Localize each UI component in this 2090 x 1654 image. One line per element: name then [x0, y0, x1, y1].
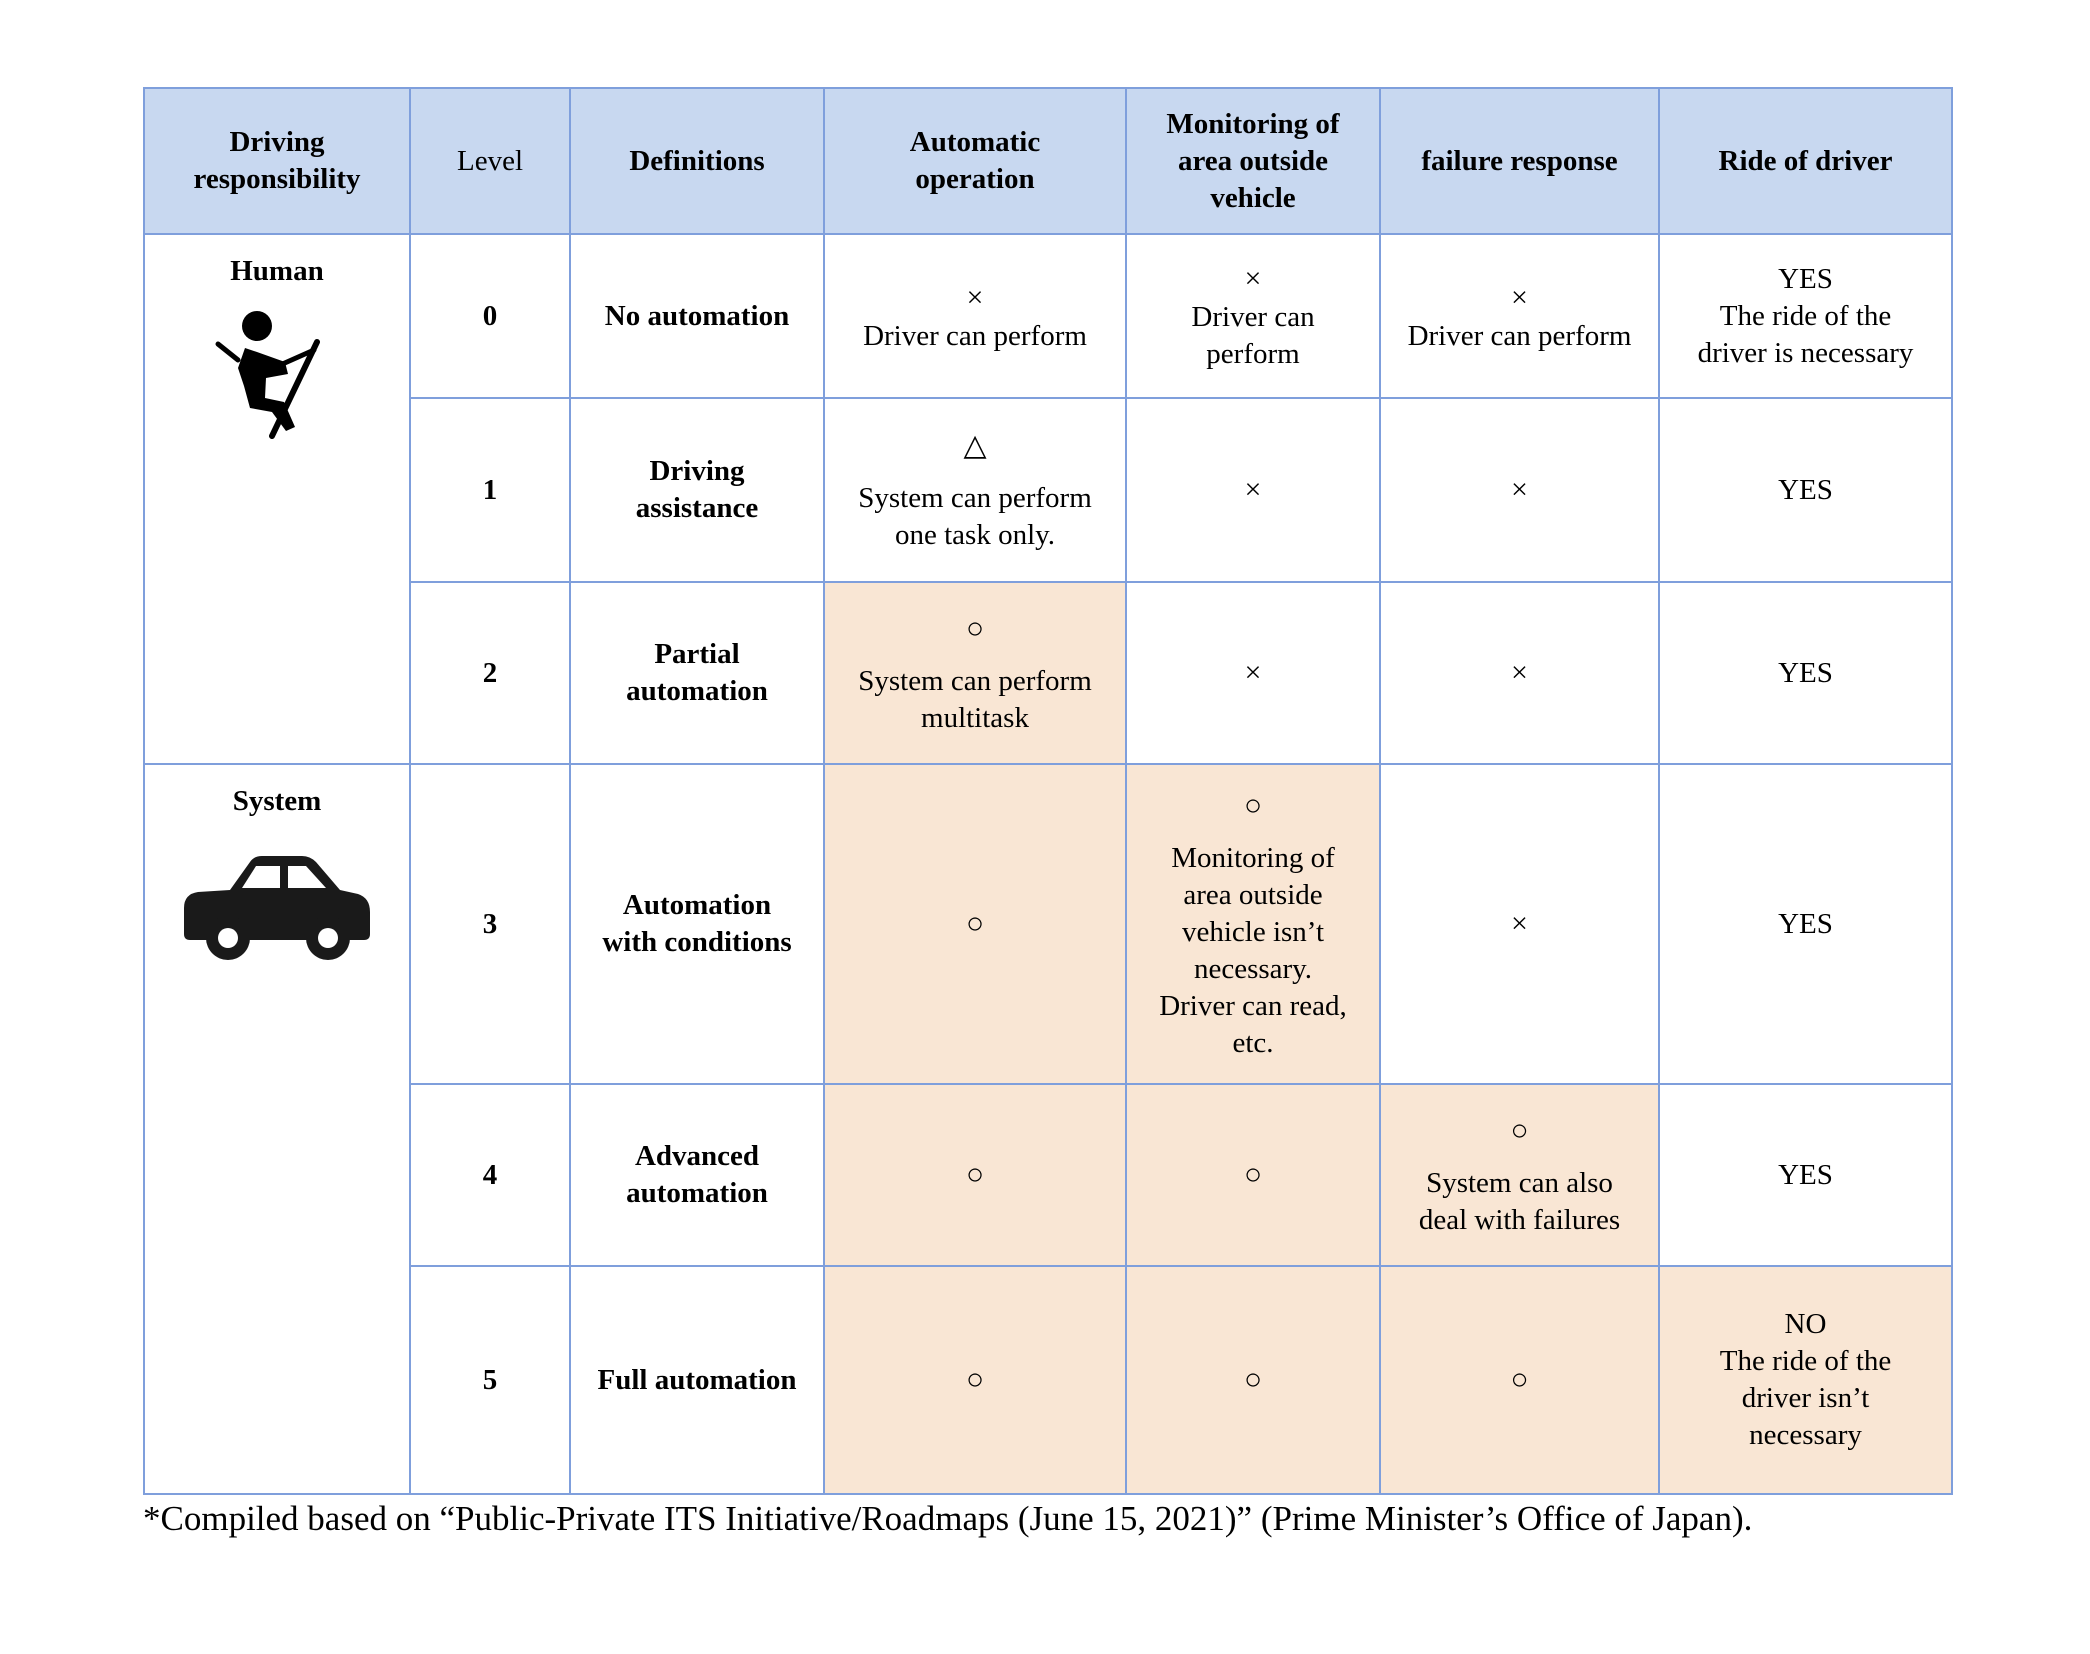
ride-of-driver-cell: YES [1659, 582, 1952, 764]
level-cell: 5 [410, 1266, 570, 1494]
failure-response-cell: ○ System can also deal with failures [1380, 1084, 1659, 1266]
table-row-level-1 [144, 398, 1952, 582]
cross-symbol: × [1511, 656, 1528, 689]
circle-symbol: ○ [1510, 1363, 1529, 1396]
cross-symbol: × [1244, 262, 1262, 295]
table-row-level-4 [144, 1084, 1952, 1266]
cross-symbol: × [966, 280, 984, 314]
definition-cell: Driving assistance [570, 398, 824, 582]
failure-response-cell: × Driver can perform [1380, 234, 1659, 398]
definition-cell: Automation with conditions [570, 764, 824, 1084]
cross-symbol: × [1511, 907, 1528, 940]
header-failure-response: failure response [1380, 88, 1659, 234]
circle-symbol: ○ [1510, 1114, 1529, 1147]
definition-cell: No automation [570, 234, 824, 398]
monitoring-cell: ○ Monitoring of area outside vehicle isn’t necessary. Driver can read, etc. [1126, 764, 1380, 1084]
level-cell: 0 [410, 234, 570, 398]
monitoring-cell: × Driver can perform [1126, 234, 1380, 398]
cross-symbol: × [1511, 280, 1528, 314]
table-row-level-0 [144, 234, 1952, 398]
circle-symbol: ○ [965, 1158, 985, 1191]
circle-symbol: ○ [965, 907, 985, 940]
level-cell: 4 [410, 1084, 570, 1266]
circle-symbol: ○ [965, 612, 985, 645]
header-monitoring: Monitoring of area outside vehicle [1126, 88, 1380, 234]
header-definitions: Definitions [570, 88, 824, 234]
ride-of-driver-cell: YES The ride of the driver is necessary [1659, 234, 1952, 398]
automatic-operation-cell: ○ System can perform multitask [824, 582, 1126, 764]
automation-levels-table [143, 87, 1953, 1495]
automatic-operation-cell [824, 764, 1126, 1084]
header-ride-of-driver: Ride of driver [1659, 88, 1952, 234]
source-footnote: *Compiled based on “Public-Private ITS Initiative/Roadmaps (June 15, 2021)” (Prime Minister’s Office of Japan). [143, 1499, 1753, 1538]
ride-of-driver-cell: YES [1659, 1084, 1952, 1266]
level-cell: 3 [410, 764, 570, 1084]
table-row-level-3 [144, 764, 1952, 1084]
failure-response-cell [1380, 398, 1659, 582]
header-driving-responsibility: Driving responsibility [144, 88, 410, 234]
responsibility-system [144, 764, 410, 1494]
ride-of-driver-cell: NO The ride of the driver isn’t necessary [1659, 1266, 1952, 1494]
cross-symbol: × [1511, 473, 1528, 506]
failure-response-cell [1380, 1266, 1659, 1494]
person-driving-icon [202, 308, 352, 458]
automatic-operation-cell [824, 1084, 1126, 1266]
definition-cell: Partial automation [570, 582, 824, 764]
failure-response-cell [1380, 582, 1659, 764]
monitoring-cell [1126, 582, 1380, 764]
definition-cell: Full automation [570, 1266, 824, 1494]
circle-symbol: ○ [1243, 1158, 1263, 1191]
level-cell: 2 [410, 582, 570, 764]
car-icon [182, 854, 372, 964]
ride-of-driver-cell: YES [1659, 764, 1952, 1084]
monitoring-cell [1126, 1266, 1380, 1494]
header-row [144, 88, 1952, 234]
circle-symbol: ○ [1243, 1363, 1263, 1396]
table-row-level-2 [144, 582, 1952, 764]
level-cell: 1 [410, 398, 570, 582]
automatic-operation-cell: × Driver can perform [824, 234, 1126, 398]
cross-symbol: × [1244, 656, 1262, 689]
responsibility-label-human: Human [230, 255, 324, 287]
header-automatic-operation: Automatic operation [824, 88, 1126, 234]
table-row-level-5 [144, 1266, 1952, 1494]
header-level: Level [410, 88, 570, 234]
responsibility-label-system: System [232, 785, 322, 817]
triangle-symbol: △ [963, 429, 987, 462]
automatic-operation-cell [824, 1266, 1126, 1494]
monitoring-cell [1126, 398, 1380, 582]
cross-symbol: × [1244, 473, 1262, 506]
responsibility-human [144, 234, 410, 764]
circle-symbol: ○ [965, 1363, 985, 1396]
automatic-operation-cell: △ System can perform one task only. [824, 398, 1126, 582]
definition-cell: Advanced automation [570, 1084, 824, 1266]
failure-response-cell [1380, 764, 1659, 1084]
circle-symbol: ○ [1243, 789, 1263, 822]
monitoring-cell [1126, 1084, 1380, 1266]
ride-of-driver-cell: YES [1659, 398, 1952, 582]
